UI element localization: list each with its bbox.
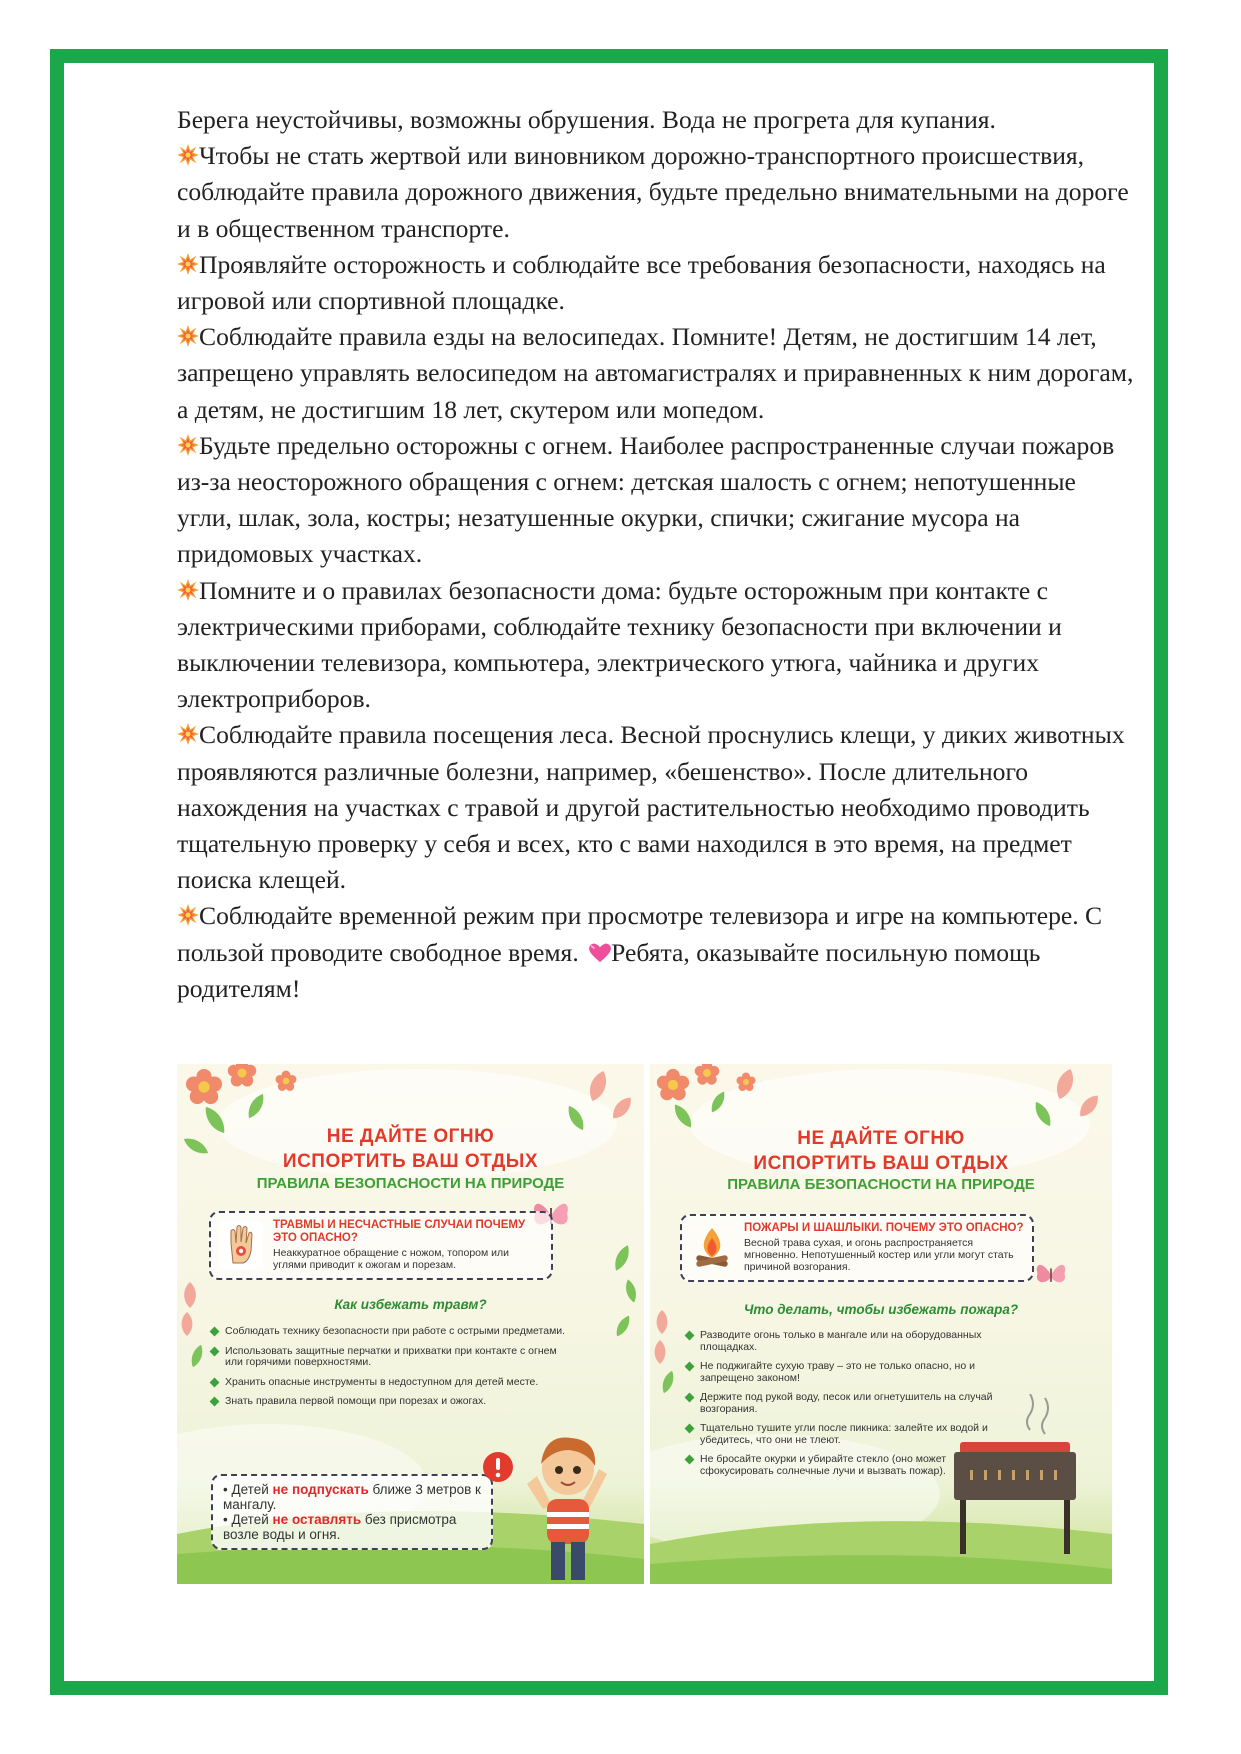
paragraph-text: Соблюдайте правила езды на велосипедах. Помните! Детям, не достигшим 14 лет, запрещено управлять велосипедом на автомагистралях и приравненных к ним дорогам, а детям, не достигшим 18 лет, скутером или мопедом. (177, 322, 1134, 424)
tips-list (209, 1326, 569, 1416)
poster-injuries (177, 1064, 644, 1584)
boy-illustration (507, 1414, 627, 1584)
article-paragraph (177, 898, 1137, 1007)
poster-title-line1: НЕ ДАЙТЕ ОГНЮ (326, 1126, 495, 1147)
article-paragraph (177, 717, 1137, 898)
tips-list-item: Разводите огонь только в мангале или на оборудованных площадках. (684, 1330, 1014, 1353)
paragraph-text: Ребята, оказывайте посильную помощь родителям! (177, 937, 1041, 1003)
danger-box-heading: ТРАВМЫ И НЕСЧАСТНЫЕ СЛУЧАИ ПОЧЕМУ ЭТО ОПАСНО? (273, 1219, 526, 1244)
article-text (177, 102, 1137, 1007)
poster-subtitle: ПРАВИЛА БЕЗОПАСНОСТИ НА ПРИРОДЕ (256, 1175, 565, 1192)
hand-icon (219, 1221, 263, 1269)
danger-box-text: Неаккуратное обращение с ножом, топором или углями приводит к ожогам и порезам. (273, 1247, 509, 1271)
poster-subtitle: ПРАВИЛА БЕЗОПАСНОСТИ НА ПРИРОДЕ (727, 1176, 1035, 1193)
paragraph-text: Соблюдайте временной режим при просмотре телевизора и игре на компьютере. С пользой проводите свободное время. (177, 901, 1103, 967)
poster-title-line2: ИСПОРТИТЬ ВАШ ОТДЫХ (753, 1153, 1009, 1174)
warning-text: Детей (231, 1512, 273, 1527)
article-paragraph (177, 428, 1137, 573)
danger-box (209, 1211, 553, 1280)
paragraph-text: Чтобы не стать жертвой или виновником дорожно-транспортного происшествия, соблюдайте правила дорожного движения, будьте предельно внимательными на дороге и в общественном транспорте. (177, 141, 1129, 243)
danger-box (680, 1214, 1034, 1282)
article-paragraph (177, 573, 1137, 718)
tips-list-item: Не поджигайте сухую траву – это не только опасно, но и запрещено законом! (684, 1361, 1014, 1384)
warning-item: • Детей не подпускать ближе 3 метров к мангалу. (223, 1482, 481, 1512)
tips-list-item: Держите под рукой воду, песок или огнетушитель на случай возгорания. (684, 1392, 1014, 1415)
warning-text: ближе 3 метров к мангалу. (223, 1482, 481, 1512)
butterfly-icon (1034, 1260, 1068, 1292)
warning-emphasis: не подпускать (272, 1482, 369, 1497)
burst-icon (177, 434, 199, 456)
tips-list-item: Хранить опасные инструменты в недоступном для детей месте. (209, 1377, 569, 1389)
burst-icon (177, 144, 199, 166)
tips-list-item: Соблюдать технику безопасности при работе с острыми предметами. (209, 1326, 569, 1338)
poster-title-line2: ИСПОРТИТЬ ВАШ ОТДЫХ (282, 1151, 539, 1172)
poster-fires (650, 1064, 1112, 1584)
article-paragraph (177, 247, 1137, 319)
flower-icon (656, 1068, 690, 1102)
paragraph-text: Берега неустойчивы, возможны обрушения. Вода не прогрета для купания. (177, 105, 996, 134)
tips-list-item: Тщательно тушите угли после пикника: залейте их водой и убедитесь, что они не тлеют. (684, 1423, 1014, 1446)
paragraph-text: Соблюдайте правила посещения леса. Весной проснулись клещи, у диких животных проявляются различные болезни, например, «бешенство». После длительного нахождения на участках с травой и другой растительностью необходимо проводить тщательную проверку у себя и всех, кто с вами находился в это время, на предмет поиска клещей. (177, 720, 1125, 895)
warning-box (211, 1474, 493, 1550)
heart-icon (589, 943, 611, 963)
flower-icon (185, 1068, 223, 1106)
flower-icon (179, 1312, 195, 1336)
paragraph-text: Проявляйте осторожность и соблюдайте все требования безопасности, находясь на игровой или спортивной площадке. (177, 249, 1106, 316)
list-heading: Что делать, чтобы избежать пожара? (743, 1302, 1019, 1317)
flower-icon (694, 1064, 720, 1086)
warning-emphasis: не оставлять (272, 1512, 362, 1527)
article-paragraph (177, 102, 1137, 138)
tips-list-item: Не бросайте окурки и убирайте стекло (оно может сфокусировать солнечные лучи и вызвать пожар). (684, 1454, 1014, 1477)
burst-icon (177, 723, 199, 745)
burst-icon (177, 579, 199, 601)
flower-icon (275, 1070, 297, 1092)
flower-icon (652, 1340, 668, 1364)
burst-icon (177, 253, 199, 275)
warning-item: • Детей не оставлять без присмотра возле воды и огня. (223, 1512, 457, 1542)
burst-icon (177, 325, 199, 347)
paragraph-text: Помните и о правилах безопасности дома: будьте осторожным при контакте с электрическими приборами, соблюдайте технику безопасности при включении и выключении телевизора, компьютера, электрического утюга, чайника и других электроприборов. (177, 575, 1062, 714)
tips-list-item: Использовать защитные перчатки и прихватки при контакте с огнем или горячими поверхностями. (209, 1346, 569, 1369)
paragraph-text: Будьте предельно осторожны с огнем. Наиболее распространенные случаи пожаров из-за неосторожного обращения с огнем: детская шалость с огнем; непотушенные угли, шлак, зола, костры; незатушенные окурки, спички; сжигание мусора на придомовых участках. (177, 430, 1115, 569)
flower-icon (227, 1064, 257, 1088)
warning-text: Детей (231, 1482, 273, 1497)
list-heading: Как избежать травм? (334, 1297, 487, 1312)
campfire-icon (690, 1224, 734, 1272)
flower-icon (736, 1072, 756, 1092)
grill-icon (950, 1394, 1080, 1554)
poster-title-line1: НЕ ДАЙТЕ ОГНЮ (797, 1128, 965, 1149)
danger-box-text: Весной трава сухая, и огонь распространяется мгновенно. Непотушенный костер или угли могут стать причиной возгорания. (744, 1237, 1014, 1273)
warning-text: без присмотра возле воды и огня. (223, 1512, 457, 1542)
article-paragraph (177, 138, 1137, 247)
danger-box-heading: ПОЖАРЫ И ШАШЛЫКИ. ПОЧЕМУ ЭТО ОПАСНО? (744, 1222, 1024, 1234)
tips-list-item: Знать правила первой помощи при порезах и ожогах. (209, 1396, 569, 1408)
burst-icon (177, 904, 199, 926)
article-paragraph (177, 319, 1137, 428)
